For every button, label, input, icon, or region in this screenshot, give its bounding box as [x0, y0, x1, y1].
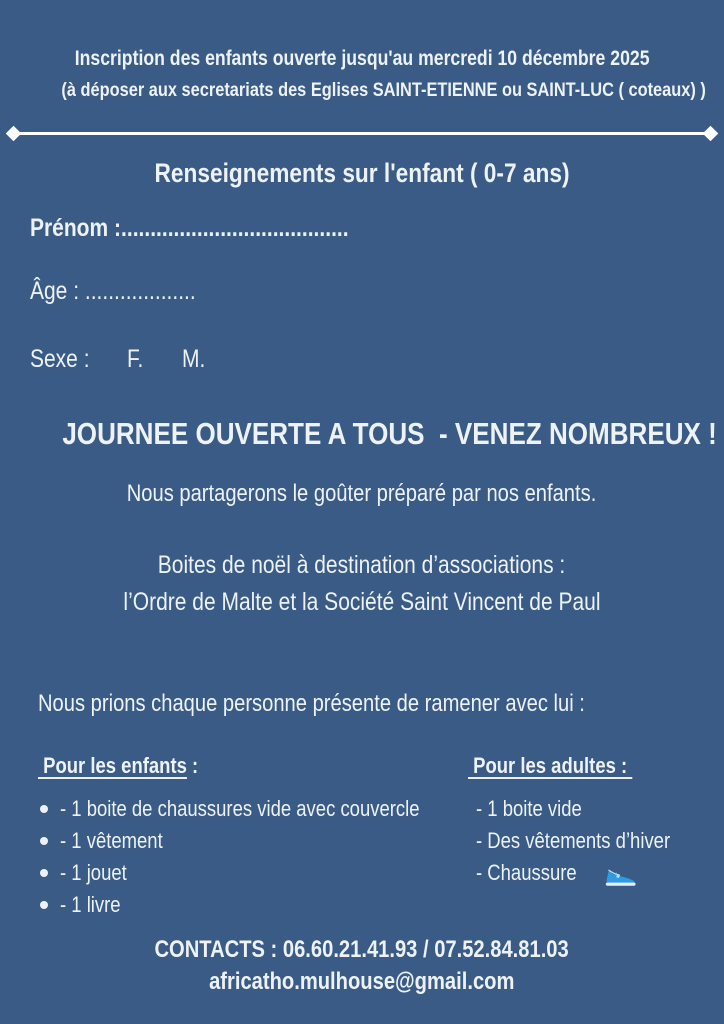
- list-item: [468, 857, 718, 889]
- field-prenom: [30, 214, 409, 243]
- field-age: [30, 277, 227, 306]
- page-title: [0, 158, 724, 189]
- age-dotted-line: ...................: [79, 277, 196, 305]
- banner-line-2: [0, 75, 724, 106]
- bullet-icon: [40, 837, 48, 845]
- contacts-line: [0, 936, 724, 964]
- diamond-icon: [703, 126, 719, 142]
- bring-intro: [38, 690, 689, 718]
- boites-line-2: [0, 584, 724, 621]
- adults-list-title: [468, 751, 718, 781]
- list-item-text: - 1 jouet: [60, 860, 127, 885]
- adults-list: [468, 793, 718, 889]
- list-item: [468, 793, 718, 825]
- sexe-label: Sexe :: [30, 345, 90, 373]
- list-item: [38, 793, 448, 825]
- divider-line: [12, 132, 712, 135]
- children-list: [38, 793, 448, 921]
- list-item: [38, 889, 448, 921]
- headline: [0, 416, 724, 452]
- list-item: [38, 857, 448, 889]
- boites-line-2-text: l’Ordre de Malte et la Société Saint Vincent de Paul: [123, 588, 601, 616]
- boites-note: [0, 547, 724, 621]
- banner-line-1: [0, 42, 724, 75]
- list-item: [38, 825, 448, 857]
- prenom-label: Prénom :: [30, 214, 122, 242]
- email-line: [0, 968, 724, 996]
- bring-intro-text: Nous prions chaque personne présente de ramener avec lui :: [38, 690, 585, 717]
- adults-list-section: [468, 751, 718, 889]
- prenom-line: [30, 214, 349, 243]
- list-item-text: - 1 vêtement: [60, 828, 163, 853]
- list-item-text: - 1 boite de chaussures vide avec couvercle: [60, 796, 420, 821]
- list-item-text: - Des vêtements d’hiver: [476, 828, 671, 853]
- bullet-icon: [40, 901, 48, 909]
- children-list-title-text: [38, 751, 198, 781]
- gouter-text: Nous partagerons le goûter préparé par nos enfants.: [127, 480, 597, 507]
- boites-line-1: [0, 547, 724, 584]
- prenom-dotted-line: .......................................: [121, 214, 349, 242]
- children-list-section: [38, 751, 448, 921]
- age-line: [30, 277, 196, 306]
- headline-text: JOURNEE OUVERTE A TOUS - VENEZ NOMBREUX !: [62, 416, 717, 451]
- list-item-text: - Chaussure: [476, 860, 577, 885]
- banner-line-2-text: (à déposer aux secretariats des Eglises SAINT-ETIENNE ou SAINT-LUC ( coteaux) ): [61, 79, 706, 101]
- bullet-icon: [40, 869, 48, 877]
- sexe-option-f: F.: [126, 345, 144, 373]
- list-item: [468, 825, 718, 857]
- email-text: africatho.mulhouse@gmail.com: [209, 968, 515, 995]
- contacts-text: CONTACTS : 06.60.21.41.93 / 07.52.84.81.03: [154, 936, 570, 963]
- sexe-option-m: M.: [182, 345, 206, 373]
- children-title-suffix: :: [186, 753, 199, 778]
- children-title-underlined: Pour les enfants: [38, 753, 187, 778]
- list-item-text: - 1 boite vide: [476, 796, 582, 821]
- banner-line-1-text: Inscription des enfants ouverte jusqu'au mercredi 10 décembre 2025: [74, 47, 650, 70]
- page-title-text: Renseignements sur l'enfant ( 0-7 ans): [154, 158, 570, 188]
- gouter-note: [0, 480, 724, 508]
- bullet-icon: [40, 805, 48, 813]
- age-label: Âge :: [30, 277, 80, 305]
- boites-line-1-text: Boites de noël à destination d’associations :: [158, 551, 566, 579]
- banner: [0, 42, 724, 106]
- adults-list-title-text: [468, 751, 632, 781]
- list-item-text: - 1 livre: [60, 892, 121, 917]
- adults-title-underlined: Pour les adultes :: [468, 753, 633, 778]
- children-list-title: [38, 751, 448, 781]
- sneaker-icon: [604, 865, 636, 887]
- field-sexe: [30, 345, 210, 374]
- section-divider: [0, 126, 724, 141]
